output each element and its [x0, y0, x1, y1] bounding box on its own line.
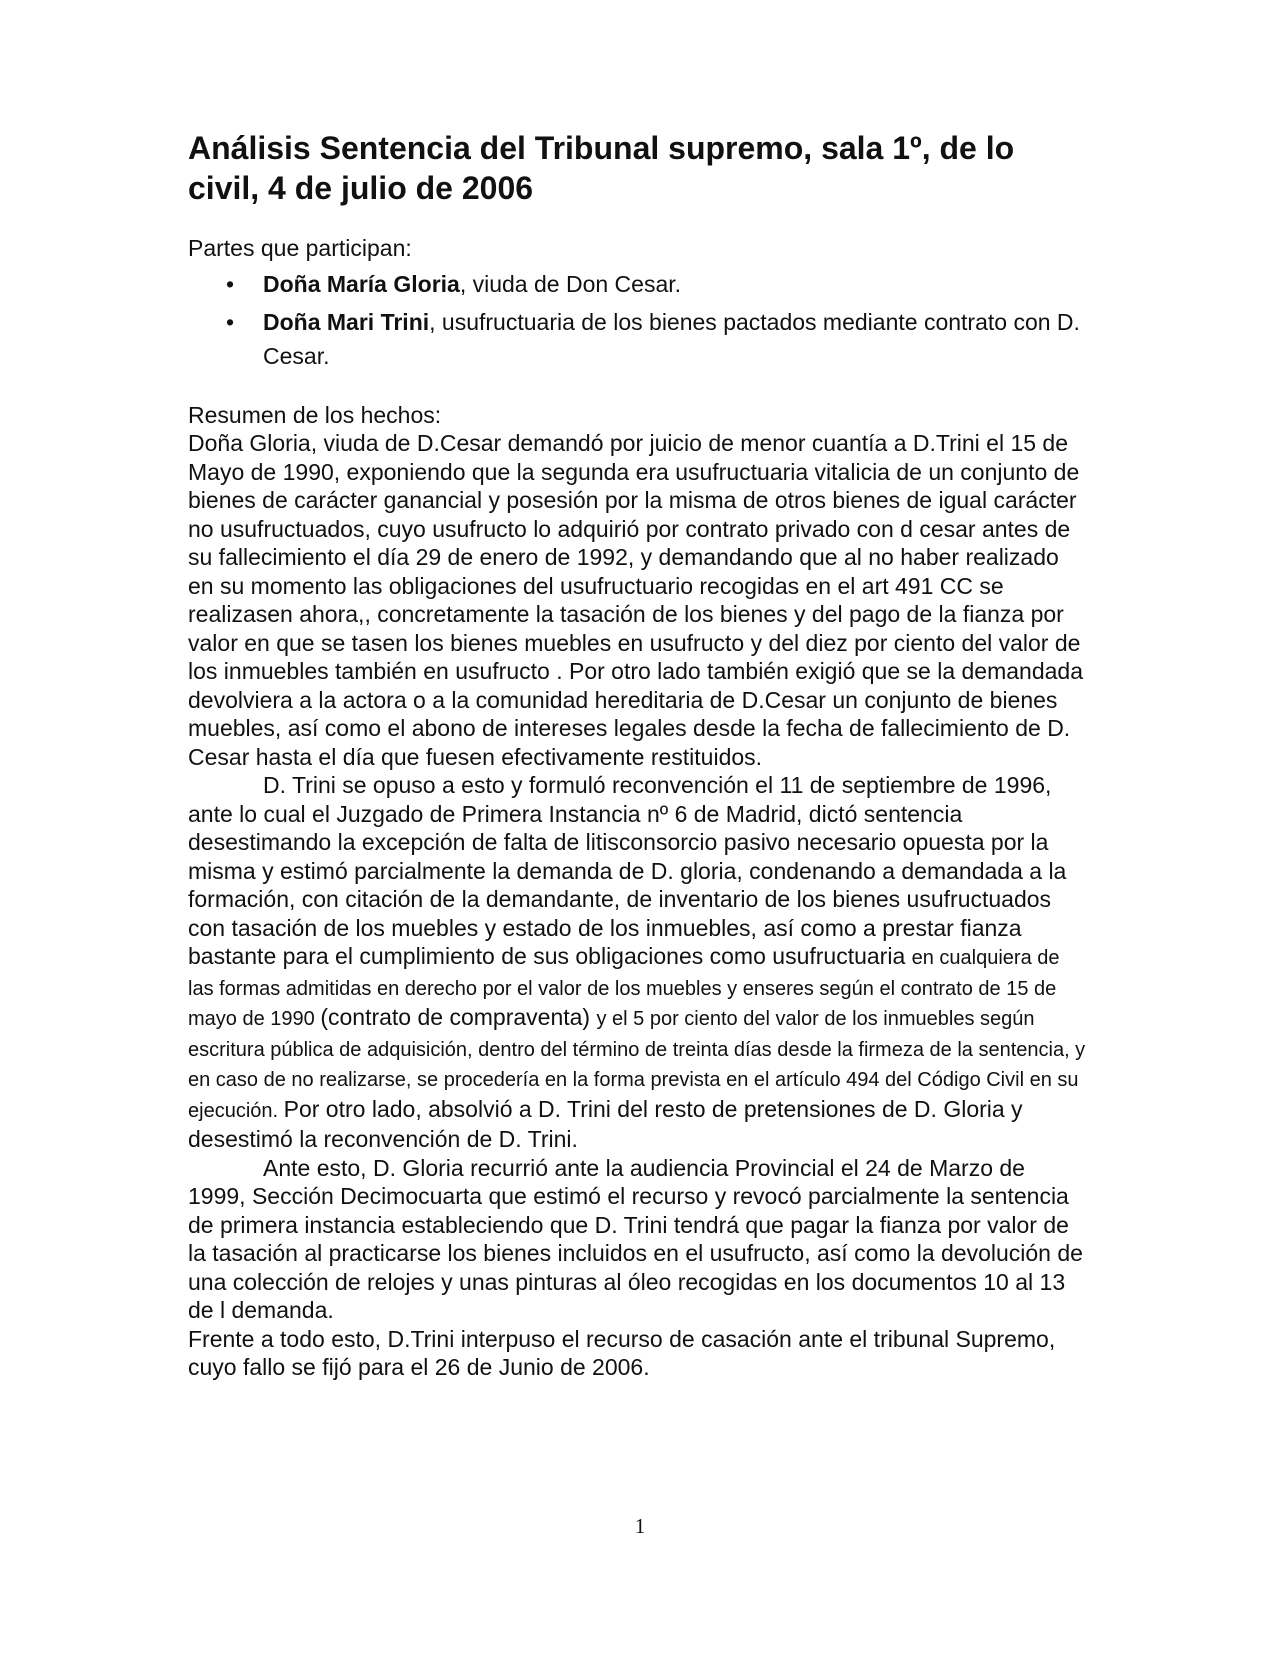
paragraph-2-text: Por otro lado, absolvió a D. Trini del resto de pretensiones de D. Gloria y desestimó la reconvención de D. Trini.: [188, 1095, 1023, 1152]
paragraph-2-text: D. Trini se opuso a esto y formuló reconvención el 11 de septiembre de 1996, ante lo cual el Juzgado de Primera Instancia nº 6 de Madrid, dictó sentencia desestimando la excepción de falta de litisconsorcio pasivo necesario opuesta por la misma y estimó parcialmente la demanda de D. gloria, condenando a demandada a la formación, con citación de la demandante, de inventario de los bienes usufructuados con tasación de los muebles y estado de los inmuebles, así como a prestar fianza bastante para el cumplimiento de sus obligaciones como usufructuaria: [188, 772, 1067, 969]
page-number: 1: [634, 1514, 646, 1538]
list-item: [188, 267, 1088, 301]
list-item: [188, 305, 1088, 373]
document-body: [188, 234, 1088, 1382]
summary-label: Resumen de los hechos:: [188, 401, 442, 428]
parties-label: Partes que participan:: [188, 235, 412, 261]
document-title: Análisis Sentencia del Tribunal supremo, sala 1º, de lo civil, 4 de julio de 2006: [188, 130, 1015, 206]
paragraph-1: Doña Gloria, viuda de D.Cesar demandó por juicio de menor cuantía a D.Trini el 15 de Mayo de 1990, exponiendo que la segunda era usufructuaria vitalicia de un conjunto de bienes de carácter ganancial y posesión por la misma de otros bienes de igual carácter no usufructuados, cuyo usufructo lo adquirió por contrato privado con d cesar antes de su fallecimiento el día 29 de enero de 1992, y demandando que al no haber realizado en su momento las obligaciones del usufructuario recogidas en el art 491 CC se realizasen ahora,, concretamente la tasación de los bienes y del pago de la fianza por valor en que se tasen los bienes muebles en usufructo y del diez por ciento del valor de los inmuebles también en usufructo . Por otro lado también exigió que se la demandada devolviera a la actora o a la comunidad hereditaria de D.Cesar un conjunto de bienes muebles, así como el abono de intereses legales desde la fecha de fallecimiento de D. Cesar hasta el día que fuesen efectivamente restituidos.: [188, 430, 1083, 770]
paragraph-2-small-text: en cualquiera de las formas admitidas en derecho por el valor de los muebles y enseres según el contrato de 15 de mayo de 1990: [188, 947, 1060, 1030]
bullet-icon: •: [226, 308, 235, 335]
paragraph-4: Frente a todo esto, D.Trini interpuso el recurso de casación ante el tribunal Supremo, cuyo fallo se fijó para el 26 de Junio de 2006.: [188, 1325, 1056, 1380]
paragraph-2-small-text: y el 5 por ciento del valor de los inmuebles según escritura pública de adquisición, dentro del término de treinta días desde la firmeza de la sentencia, y en caso de no realizarse, se procedería en la forma prevista en el artículo 494 del Código Civil en su ejecución.: [188, 1008, 1086, 1122]
document-content: [188, 128, 1088, 1382]
parties-list: [188, 267, 1088, 373]
party-name: Doña María Gloria: [263, 270, 460, 297]
paragraph-2: [188, 771, 1088, 1154]
party-description: , usufructuaria de los bienes pactados mediante contrato con D. Cesar.: [263, 308, 1080, 369]
bullet-icon: •: [226, 270, 235, 297]
paragraph-2-text: (contrato de compraventa): [320, 1004, 597, 1030]
party-name: Doña Mari Trini: [263, 308, 430, 335]
paragraph-3: Ante esto, D. Gloria recurrió ante la audiencia Provincial el 24 de Marzo de 1999, Sección Decimocuarta que estimó el recurso y revocó parcialmente la sentencia de primera instancia estableciendo que D. Trini tendrá que pagar la fianza por valor de la tasación al practicarse los bienes incluidos en el usufructo, así como la devolución de una colección de relojes y unas pinturas al óleo recogidas en los documentos 10 al 13 de l demanda.: [188, 1154, 1083, 1323]
party-description: , viuda de Don Cesar.: [459, 270, 682, 297]
